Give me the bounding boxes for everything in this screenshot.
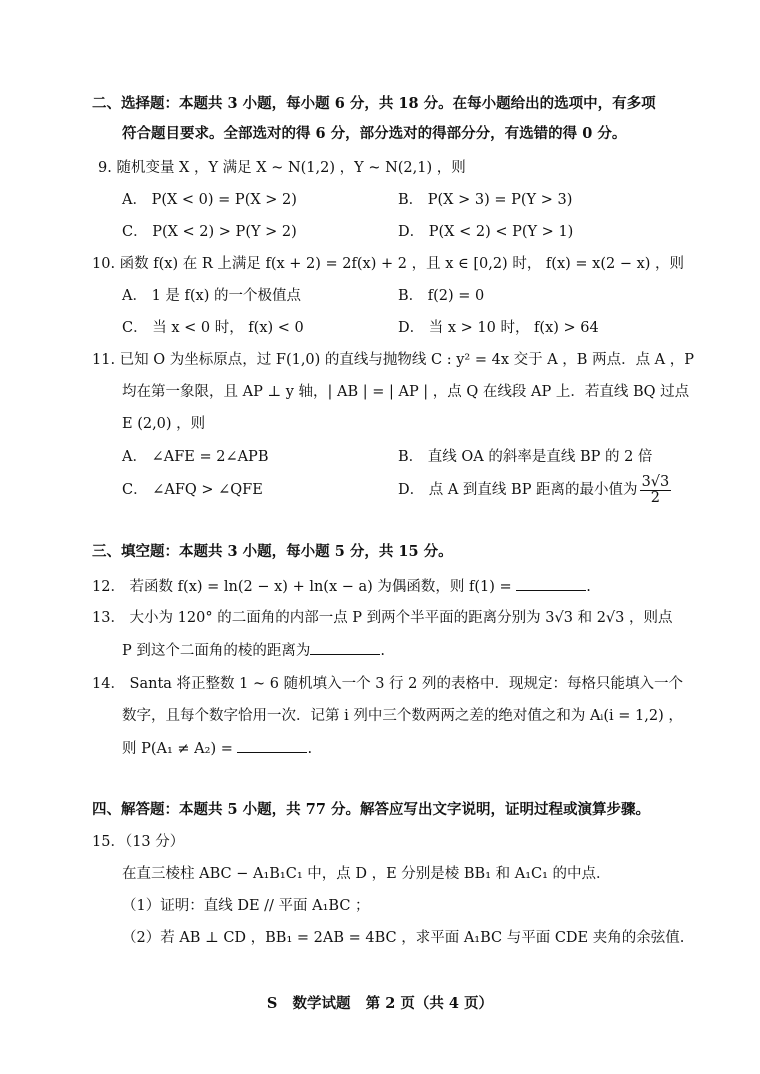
- q14-line1: 14． Santa 将正整数 1 ~ 6 随机填入一个 3 行 2 列的表格中．现规定：每格只能填入一个: [92, 676, 683, 692]
- page-footer: S 数学试题 第 2 页（共 4 页）: [266, 995, 494, 1012]
- q11-option-d-fraction: [640, 475, 672, 506]
- q11-option-d-numerator: 3√3: [641, 473, 670, 490]
- q15-line1: 在直三棱柱 ABC − A₁B₁C₁ 中，点 D ，E 分别是棱 BB₁ 和 A₁C₁ 的中点．: [122, 866, 611, 882]
- q14-line2: 数字，且每个数字恰用一次．记第 i 列中三个数两两之差的绝对值之和为 Aᵢ(i = 1,2) ，: [122, 708, 683, 724]
- q11-line3: E (2,0) ，则: [122, 416, 206, 432]
- q10-option-c: C． 当 x < 0 时， f(x) < 0: [122, 320, 304, 336]
- q11-option-a: A． ∠AFE = 2∠APB: [122, 449, 269, 465]
- q15-label: 15．（13 分）: [92, 834, 185, 850]
- q9-option-d: D． P(X < 2) < P(Y > 1): [398, 224, 574, 240]
- q11-option-d-denominator: 2: [650, 489, 661, 506]
- q9-stem: 9. 随机变量 X ，Y 满足 X ~ N(1,2) ，Y ~ N(2,1) ，则: [98, 160, 466, 176]
- q9-option-c: C． P(X < 2) > P(Y > 2): [122, 224, 297, 240]
- q10-option-d: D． 当 x > 10 时， f(x) > 64: [398, 320, 599, 336]
- q14-answer-blank: [237, 738, 307, 753]
- section3-heading: 三、填空题：本题共 3 小题，每小题 5 分，共 15 分。: [92, 543, 453, 560]
- q11-option-d: [398, 474, 671, 506]
- q10-option-a: A． 1 是 f(x) 的一个极值点: [122, 288, 301, 304]
- q14-line3-wrap: [122, 738, 312, 759]
- section2-heading-line2: 符合题目要求。全部选对的得 6 分，部分选对的得部分分，有选错的得 0 分。: [122, 125, 627, 142]
- q13-line1: 13． 大小为 120° 的二面角的内部一点 P 到两个半平面的距离分别为 3√3 和 2√3 ，则点: [92, 610, 673, 626]
- q11-option-b: B． 直线 OA 的斜率是直线 BP 的 2 倍: [398, 449, 653, 465]
- q14-line3: 则 P(A₁ ≠ A₂) =: [122, 741, 233, 757]
- q9-option-b: B． P(X > 3) = P(Y > 3): [398, 192, 573, 208]
- q13-end: .: [380, 643, 385, 659]
- section2-heading-line1: 二、选择题：本题共 3 小题，每小题 6 分，共 18 分。在每小题给出的选项中，有多项: [92, 95, 656, 112]
- q13-line2-wrap: [122, 640, 385, 661]
- q11-option-d-prefix: D． 点 A 到直线 BP 距离的最小值为: [398, 482, 638, 498]
- q10-option-b: B． f(2) = 0: [398, 288, 485, 304]
- q9-option-a: A． P(X < 0) = P(X > 2): [122, 192, 297, 208]
- question-12: [92, 576, 591, 597]
- q10-stem: 10. 函数 f(x) 在 R 上满足 f(x + 2) = 2f(x) + 2 ，且 x ∈ [0,2) 时， f(x) = x(2 − x) ，则: [92, 256, 685, 272]
- q15-part1: （1）证明：直线 DE // 平面 A₁BC ；: [122, 898, 370, 914]
- q15-part2: （2）若 AB ⊥ CD ，BB₁ = 2AB = 4BC ，求平面 A₁BC 与平面 CDE 夹角的余弦值.: [122, 930, 685, 946]
- q14-end: .: [307, 741, 313, 757]
- q12-answer-blank: [516, 576, 586, 591]
- q13-line2: P 到这个二面角的棱的距离为: [122, 643, 311, 659]
- section4-heading: 四、解答题：本题共 5 小题，共 77 分。解答应写出文字说明，证明过程或演算步骤。: [92, 801, 650, 818]
- q12-text: 12． 若函数 f(x) = ln(2 − x) + ln(x − a) 为偶函数，则 f(1) =: [92, 579, 512, 595]
- q11-line2: 均在第一象限，且 AP ⊥ y 轴，| AB | = | AP | ，点 Q 在线段 AP 上．若直线 BQ 过点: [122, 384, 690, 400]
- q12-end: .: [586, 579, 591, 595]
- q11-line1: 11. 已知 O 为坐标原点，过 F(1,0) 的直线与抛物线 C : y² = 4x 交于 A ，B 两点．点 A ，P: [92, 352, 695, 368]
- q11-option-c: C． ∠AFQ > ∠QFE: [122, 482, 263, 498]
- q13-answer-blank: [310, 640, 380, 655]
